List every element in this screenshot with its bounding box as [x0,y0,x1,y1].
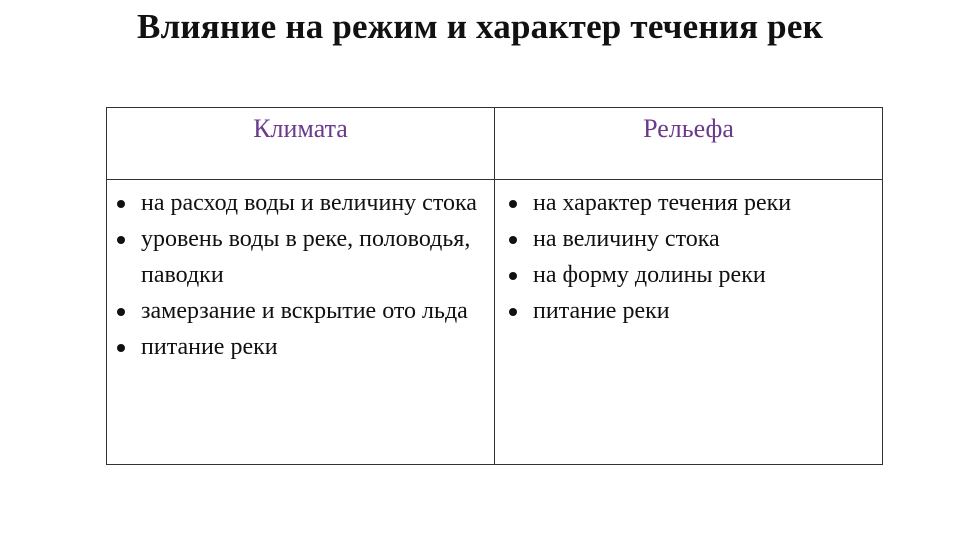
list-item-text: питание реки [141,334,278,360]
bullet-icon [117,308,125,316]
climate-list [113,185,485,365]
list-item-text: замерзание и вскрытие ото льда [141,298,468,324]
bullet-icon [509,272,517,280]
column-header-climate: Климата [253,114,348,143]
list-item [505,257,875,293]
list-item [113,221,485,293]
list-item-text: на форму долины реки [533,262,766,288]
bullet-icon [509,308,517,316]
list-item [505,293,875,329]
list-item [113,329,485,365]
bullet-icon [509,236,517,244]
list-item-text: на величину стока [533,226,720,252]
list-item-text: на характер течения реки [533,190,792,216]
list-item [113,293,485,329]
page-title: Влияние на режим и характер течения рек [137,7,823,46]
bullet-icon [509,200,517,208]
header-divider [107,179,882,180]
bullet-icon [117,344,125,352]
column-divider [494,108,495,464]
list-item-text: на расход воды и величину стока [141,190,477,216]
column-header-relief: Рельефа [643,114,734,143]
list-item-text: уровень воды в реке, половодья, паводки [141,226,471,288]
relief-list [505,185,875,329]
comparison-table [106,107,883,465]
list-item [113,185,485,221]
bullet-icon [117,200,125,208]
bullet-icon [117,236,125,244]
list-item [505,221,875,257]
list-item [505,185,875,221]
list-item-text: питание реки [533,298,670,324]
